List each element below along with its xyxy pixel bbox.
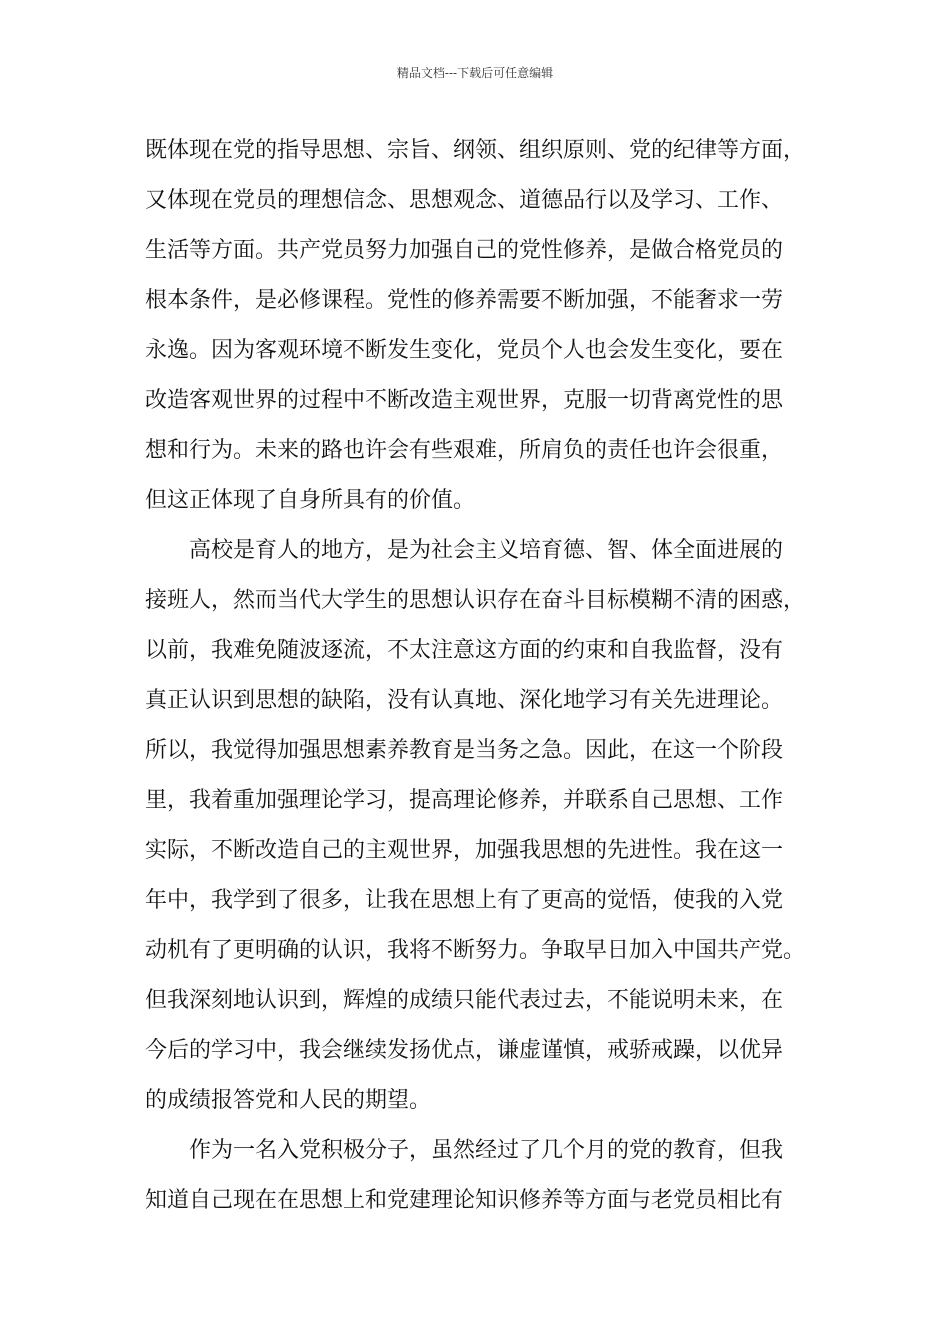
- text-line: 以前，我难免随波逐流，不太注意这方面的约束和自我监督，没有: [145, 638, 784, 663]
- text-line: 既体现在党的指导思想、宗旨、纲领、组织原则、党的纪律等方面，: [145, 138, 806, 163]
- text-line: 所以，我觉得加强思想素养教育是当务之急。因此，在这一个阶段: [145, 738, 784, 763]
- text-line: 动机有了更明确的认识，我将不断努力。争取早日加入中国共产党。: [145, 938, 806, 963]
- text-line: 今后的学习中，我会继续发扬优点，谦虚谨慎，戒骄戒躁，以优异: [145, 1038, 784, 1063]
- text-line: 但这正体现了自身所具有的价值。: [145, 488, 476, 513]
- text-line: 实际，不断改造自己的主观世界，加强我思想的先进性。我在这一: [145, 838, 784, 863]
- text-line: 改造客观世界的过程中不断改造主观世界，克服一切背离党性的思: [145, 388, 784, 413]
- text-line: 的成绩报答党和人民的期望。: [145, 1088, 432, 1113]
- text-line: 高校是育人的地方，是为社会主义培育德、智、体全面进展的: [145, 538, 784, 563]
- text-line: 但我深刻地认识到，辉煌的成绩只能代表过去，不能说明未来，在: [145, 988, 784, 1013]
- text-line: 又体现在党员的理想信念、思想观念、道德品行以及学习、工作、: [145, 188, 784, 213]
- text-line: 永逸。因为客观环境不断发生变化，党员个人也会发生变化，要在: [145, 338, 784, 363]
- page-header: 精品文档---下载后可任意编辑: [396, 66, 554, 80]
- text-line: 接班人，然而当代大学生的思想认识存在奋斗目标模糊不清的困惑，: [145, 588, 806, 613]
- text-line: 知道自己现在在思想上和党建理论知识修养等方面与老党员相比有: [145, 1188, 784, 1213]
- text-line: 作为一名入党积极分子，虽然经过了几个月的党的教育，但我: [145, 1138, 784, 1163]
- text-line: 生活等方面。共产党员努力加强自己的党性修养，是做合格党员的: [145, 238, 784, 263]
- text-line: 根本条件，是必修课程。党性的修养需要不断加强，不能奢求一劳: [145, 288, 784, 313]
- text-line: 真正认识到思想的缺陷，没有认真地、深化地学习有关先进理论。: [145, 688, 784, 713]
- text-line: 年中，我学到了很多，让我在思想上有了更高的觉悟，使我的入党: [145, 888, 784, 913]
- text-line: 想和行为。未来的路也许会有些艰难，所肩负的责任也许会很重，: [145, 438, 784, 463]
- text-line: 里，我着重加强理论学习，提高理论修养，并联系自己思想、工作: [145, 788, 784, 813]
